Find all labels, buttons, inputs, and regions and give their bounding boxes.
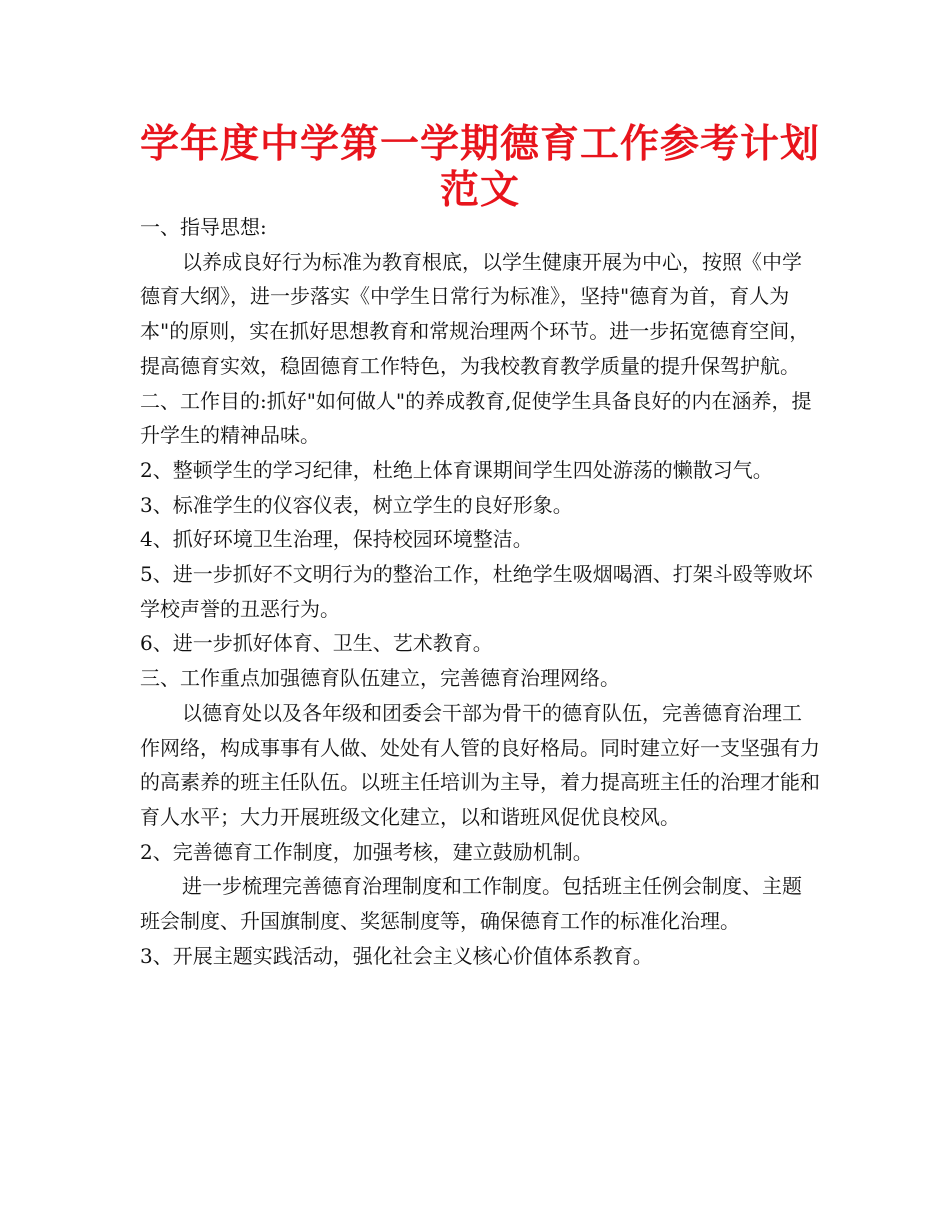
document-title: 学年度中学第一学期德育工作参考计划范文 [139, 122, 820, 213]
list-item: 6、进一步抓好体育、卫生、艺术教育。 [140, 631, 493, 656]
list-item: 3、开展主题实践活动，强化社会主义核心价值体系教育。 [140, 943, 653, 968]
section-heading: 三、工作重点加强德育队伍建立，完善德育治理网络。 [140, 666, 620, 691]
document-body [140, 210, 820, 973]
list-item: 2、完善德育工作制度，加强考核，建立鼓励机制。 [140, 839, 593, 864]
section-heading: 一、指导思想: [140, 215, 267, 239]
body-paragraph: 以养成良好行为标准为教育根底，以学生健康开展为中心，按照《中学德育大纲》，进一步落实《中学生日常行为标准》，坚持"德育为首，育人为本"的原则，实在抓好思想教育和常规治理两个环节。进一步拓宽德育空间，提高德育实效，稳固德育工作特色，为我校教育教学质量的提升保驾护航。 [140, 249, 810, 378]
list-item: 3、标准学生的仪容仪表，树立学生的良好形象。 [140, 492, 573, 517]
section-heading: 二、工作目的:抓好"如何做人"的养成教育,促使学生具备良好的内在涵养，提升学生的精神品味。 [140, 388, 812, 448]
body-paragraph: 进一步梳理完善德育治理制度和工作制度。包括班主任例会制度、主题班会制度、升国旗制度、奖惩制度等，确保德育工作的标准化治理。 [140, 874, 802, 934]
list-item: 2、整顿学生的学习纪律，杜绝上体育课期间学生四处游荡的懒散习气。 [140, 457, 773, 482]
list-item: 4、抓好环境卫生治理，保持校园环境整洁。 [140, 527, 533, 552]
list-item: 5、进一步抓好不文明行为的整治工作，杜绝学生吸烟喝酒、打架斗殴等败坏学校声誉的丑恶行为。 [140, 562, 813, 621]
body-paragraph: 以德育处以及各年级和团委会干部为骨干的德育队伍，完善德育治理工作网络，构成事事有人做、处处有人管的良好格局。同时建立好一支坚强有力的高素养的班主任队伍。以班主任培训为主导，着力提高班主任的治理才能和育人水平；大力开展班级文化建立，以和谐班风促优良校风。 [140, 700, 820, 829]
